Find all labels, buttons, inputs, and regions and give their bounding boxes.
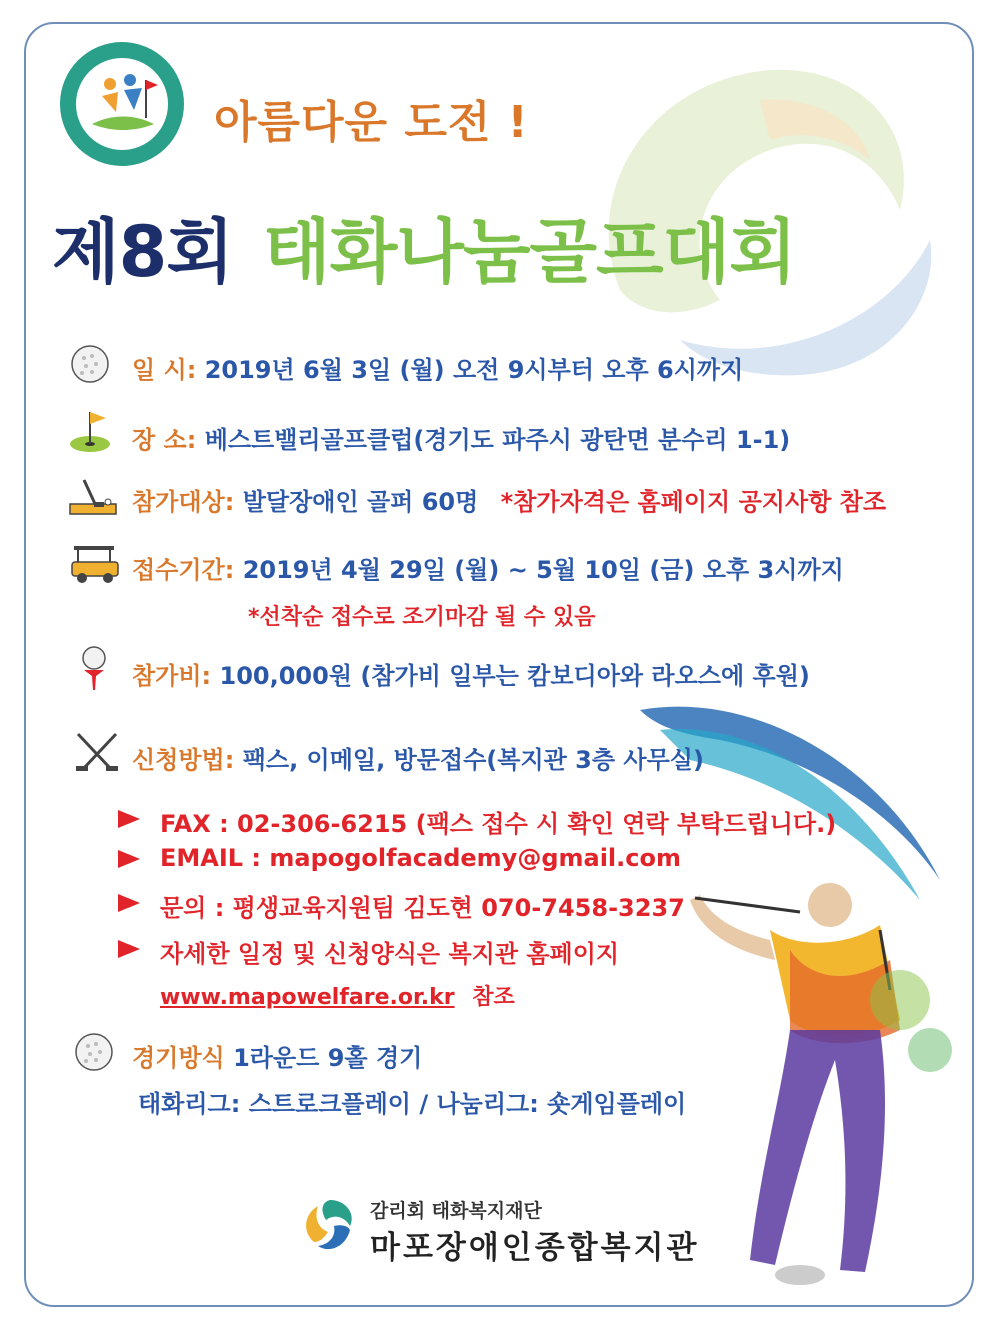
game-leagues: 태화리그: 스트로크플레이 / 나눔리그: 숏게임플레이 xyxy=(138,1090,687,1118)
title-name: 태화나눔골프대회 xyxy=(262,211,796,293)
target-label: 참가대상: xyxy=(132,488,235,516)
game-label: 경기방식 xyxy=(132,1044,225,1072)
place-label: 장 소: xyxy=(132,426,197,454)
target-row xyxy=(132,482,886,517)
date-label: 일 시: xyxy=(132,356,197,384)
golf-ball-icon xyxy=(70,344,110,384)
contact-details: 자세한 일정 및 신청양식은 복지관 홈페이지 xyxy=(160,940,620,968)
fee-value: 100,000원 (참가비 일부는 캄보디아와 라오스에 후원) xyxy=(219,662,810,690)
arrow-bullet-icon xyxy=(118,940,140,958)
title-number: 제8회 xyxy=(52,211,233,293)
contact-email[interactable]: EMAIL : mapogolfacademy@gmail.com xyxy=(160,844,681,872)
period-note: *선착순 접수로 조기마감 될 수 있음 xyxy=(248,605,596,630)
contact-inquiry: 문의 : 평생교육지원팀 김도현 070-7458-3237 xyxy=(160,894,685,922)
footer-center-name: 마포장애인종합복지관 xyxy=(370,1230,700,1266)
game-value: 1라운드 9홀 경기 xyxy=(233,1044,423,1072)
method-label: 신청방법: xyxy=(132,746,235,774)
period-label: 접수기간: xyxy=(132,556,235,584)
footer-foundation: 감리회 태화복지재단 xyxy=(370,1200,542,1222)
crossed-clubs-icon xyxy=(72,730,122,776)
flag-hole-icon xyxy=(68,406,112,454)
event-logo xyxy=(58,40,186,168)
tagline: 아름다운 도전 ! xyxy=(214,97,529,148)
golf-cart-icon xyxy=(68,540,122,586)
page-title xyxy=(52,196,796,297)
period-row xyxy=(132,550,844,585)
method-value: 팩스, 이메일, 방문접수(복지관 3층 사무실) xyxy=(242,746,704,774)
website-suffix: 참조 xyxy=(472,985,515,1010)
fee-row xyxy=(132,656,810,691)
website-link[interactable]: www.mapowelfare.or.kr xyxy=(160,985,455,1010)
date-row xyxy=(132,350,743,385)
arrow-bullet-icon xyxy=(118,894,140,912)
method-row xyxy=(132,740,704,775)
date-value: 2019년 6월 3일 (월) 오전 9시부터 오후 6시까지 xyxy=(204,356,744,384)
contact-fax: FAX : 02-306-6215 (팩스 접수 시 확인 연락 부탁드립니다.) xyxy=(160,810,837,838)
golf-swing-icon xyxy=(66,476,120,518)
target-value: 발달장애인 골퍼 60명 xyxy=(242,488,479,516)
period-value: 2019년 4월 29일 (월) ~ 5월 10일 (금) 오후 3시까지 xyxy=(242,556,844,584)
golf-ball-icon xyxy=(74,1032,114,1072)
arrow-bullet-icon xyxy=(118,850,140,868)
website-row xyxy=(160,980,515,1011)
arrow-bullet-icon xyxy=(118,810,140,828)
fee-label: 참가비: xyxy=(132,662,212,690)
target-note: *참가자격은 홈페이지 공지사항 참조 xyxy=(500,488,887,516)
place-value: 베스트밸리골프클럽(경기도 파주시 광탄면 분수리 1-1) xyxy=(204,426,791,454)
place-row xyxy=(132,420,790,455)
golf-tee-icon xyxy=(78,646,110,692)
foundation-logo xyxy=(300,1196,360,1256)
golfer-illustration xyxy=(600,700,970,1300)
game-row xyxy=(132,1038,422,1073)
